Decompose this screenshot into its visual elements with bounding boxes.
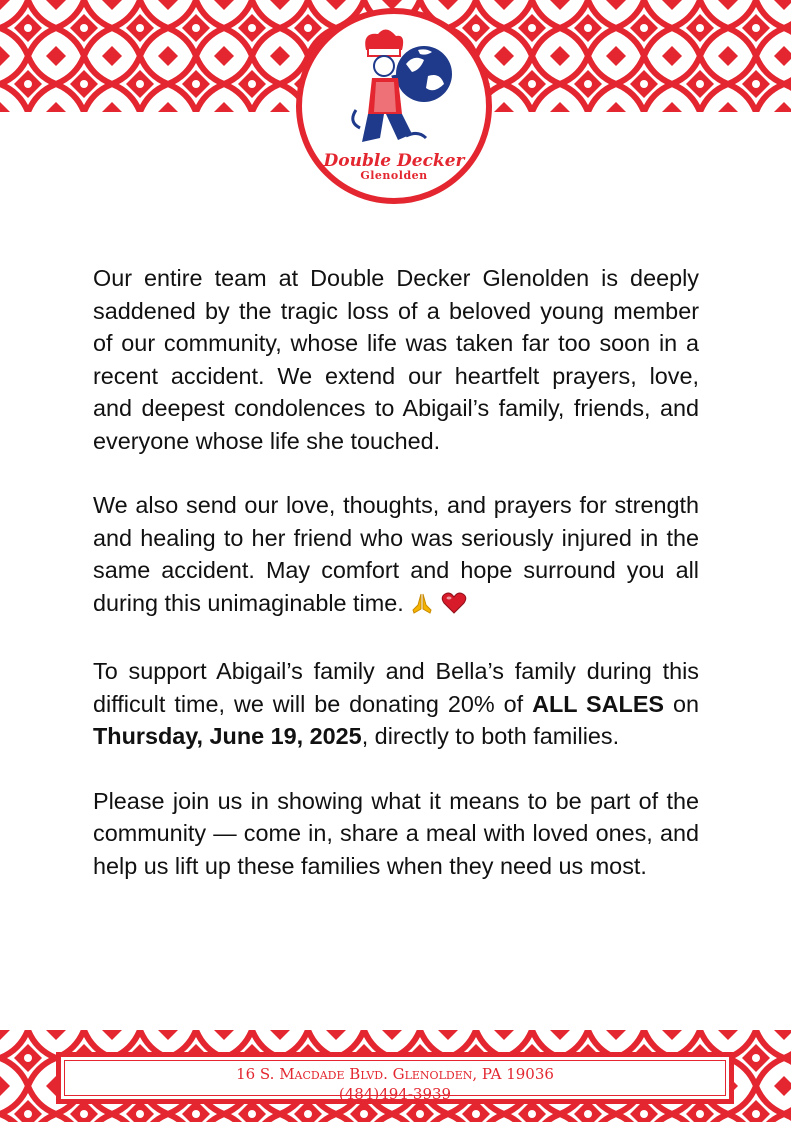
praying-hands-icon [410,591,434,624]
donation-text-2: on [664,690,699,717]
red-heart-icon [441,591,467,624]
footer-phone: (484)494-3939 [338,1085,452,1103]
paragraph-donation [93,655,699,753]
logo-brand-name: Double Decker [323,151,465,171]
paragraph-prayers-text: We also send our love, thoughts, and prayers for strength and healing to her friend who was seriously injured in the same accident. May comfort and hope surround you all during this unimaginable time. [93,492,699,616]
footer-inner-frame [64,1060,726,1103]
logo-badge [296,8,492,204]
footer-address: 16 S. Macdade Blvd. Glenolden, PA 19036 [236,1065,554,1083]
footer-contact-box [56,1052,734,1104]
logo-location: Glenolden [360,169,428,182]
paragraph-prayers [93,489,699,623]
paragraph-invitation: Please join us in showing what it means to be part of the community — come in, share a meal with loved ones, and help us lift up these families when they need us most. [93,787,699,879]
paragraph-condolences: Our entire team at Double Decker Glenolden is deeply saddened by the tragic loss of a beloved young member of our community, whose life was taken far too soon in a recent accident. We extend our heartfelt prayers, love, and deepest condolences to Abigail’s family, friends, and everyone whose life she touched. [93,265,699,454]
donation-text-3: , directly to both families. [361,723,620,749]
donation-date: Thursday, June 19, 2025 [93,723,362,749]
message-body [93,262,699,914]
donation-all-sales: ALL SALES [532,690,665,717]
donation-text-1: To support Abigail’s family and Bella’s family during this difficult time, we will be donating 20% of [93,658,699,717]
